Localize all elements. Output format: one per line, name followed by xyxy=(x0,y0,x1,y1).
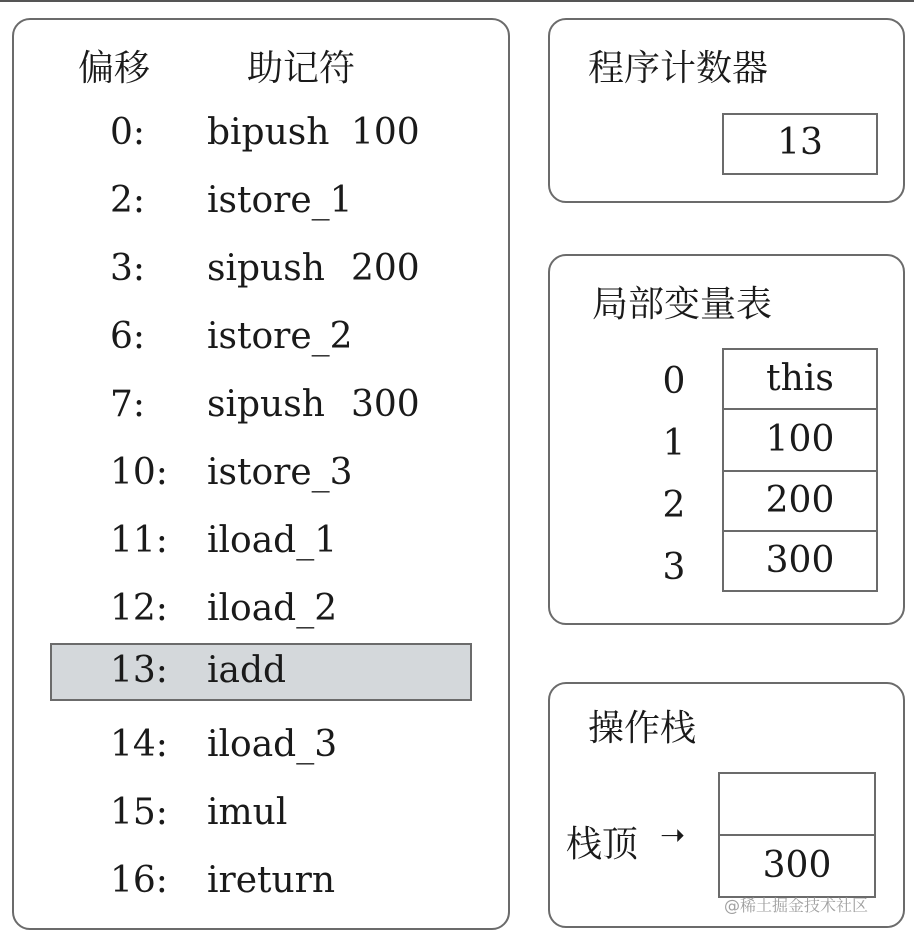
instruction-mnemonic: istore_2 xyxy=(207,316,353,357)
instruction-offset: 14: xyxy=(110,724,168,765)
slot-index: 2 xyxy=(662,485,686,526)
instruction-row xyxy=(14,377,508,435)
instruction-mnemonic: iload_3 xyxy=(207,724,338,765)
instruction-row xyxy=(14,785,508,843)
operand-stack-panel xyxy=(548,682,905,928)
operand-stack-title: 操作栈 xyxy=(588,708,697,749)
top-border-line xyxy=(0,0,914,2)
program-counter-title: 程序计数器 xyxy=(588,48,769,89)
instruction-mnemonic: iadd xyxy=(207,650,287,691)
instruction-argument: 200 xyxy=(351,248,420,289)
slot-index: 1 xyxy=(662,423,686,464)
instruction-mnemonic: ireturn xyxy=(207,860,336,901)
instruction-offset: 6: xyxy=(110,316,146,357)
slot-value: 100 xyxy=(722,408,878,472)
instruction-argument: 100 xyxy=(351,112,420,153)
instruction-mnemonic: istore_3 xyxy=(207,452,353,493)
instruction-offset: 2: xyxy=(110,180,146,221)
instruction-mnemonic: sipush xyxy=(207,384,325,425)
offset-header: 偏移 xyxy=(78,48,151,89)
instruction-offset: 11: xyxy=(110,520,168,561)
instruction-offset: 0: xyxy=(110,112,146,153)
instruction-row xyxy=(14,513,508,571)
instruction-row xyxy=(14,173,508,231)
instruction-row xyxy=(14,717,508,775)
instruction-offset: 13: xyxy=(110,650,168,691)
bytecode-panel xyxy=(12,18,510,930)
local-variable-table-panel xyxy=(548,254,905,625)
program-counter-value: 13 xyxy=(722,113,878,175)
instruction-offset: 16: xyxy=(110,860,168,901)
instruction-mnemonic: iload_1 xyxy=(207,520,338,561)
instruction-row xyxy=(14,105,508,163)
stack-cell: 300 xyxy=(718,834,876,898)
slot-index: 3 xyxy=(662,547,686,588)
instruction-mnemonic: sipush xyxy=(207,248,325,289)
instruction-mnemonic: iload_2 xyxy=(207,588,338,629)
stack-top-label: 栈顶 xyxy=(566,824,639,865)
instruction-offset: 15: xyxy=(110,792,168,833)
instruction-mnemonic: istore_1 xyxy=(207,180,353,221)
instruction-mnemonic: bipush xyxy=(207,112,330,153)
slot-value: 300 xyxy=(722,530,878,592)
slot-value: this xyxy=(722,348,878,410)
instruction-row-current xyxy=(14,643,508,701)
instruction-row xyxy=(14,581,508,639)
watermark: @稀土掘金技术社区 xyxy=(724,896,869,915)
slot-value: 200 xyxy=(722,470,878,532)
instruction-offset: 12: xyxy=(110,588,168,629)
instruction-offset: 10: xyxy=(110,452,168,493)
local-variable-table-title: 局部变量表 xyxy=(592,284,773,325)
instruction-row xyxy=(14,241,508,299)
instruction-mnemonic: imul xyxy=(207,792,288,833)
stack-top-arrow-icon: ➝ xyxy=(660,818,686,853)
program-counter-panel xyxy=(548,18,905,203)
instruction-row xyxy=(14,853,508,911)
slot-index: 0 xyxy=(662,361,686,402)
instruction-argument: 300 xyxy=(351,384,420,425)
mnemonic-header: 助记符 xyxy=(247,48,356,89)
instruction-offset: 7: xyxy=(110,384,146,425)
instruction-row xyxy=(14,445,508,503)
stack-cell-top xyxy=(718,772,876,836)
instruction-row xyxy=(14,309,508,367)
instruction-offset: 3: xyxy=(110,248,146,289)
